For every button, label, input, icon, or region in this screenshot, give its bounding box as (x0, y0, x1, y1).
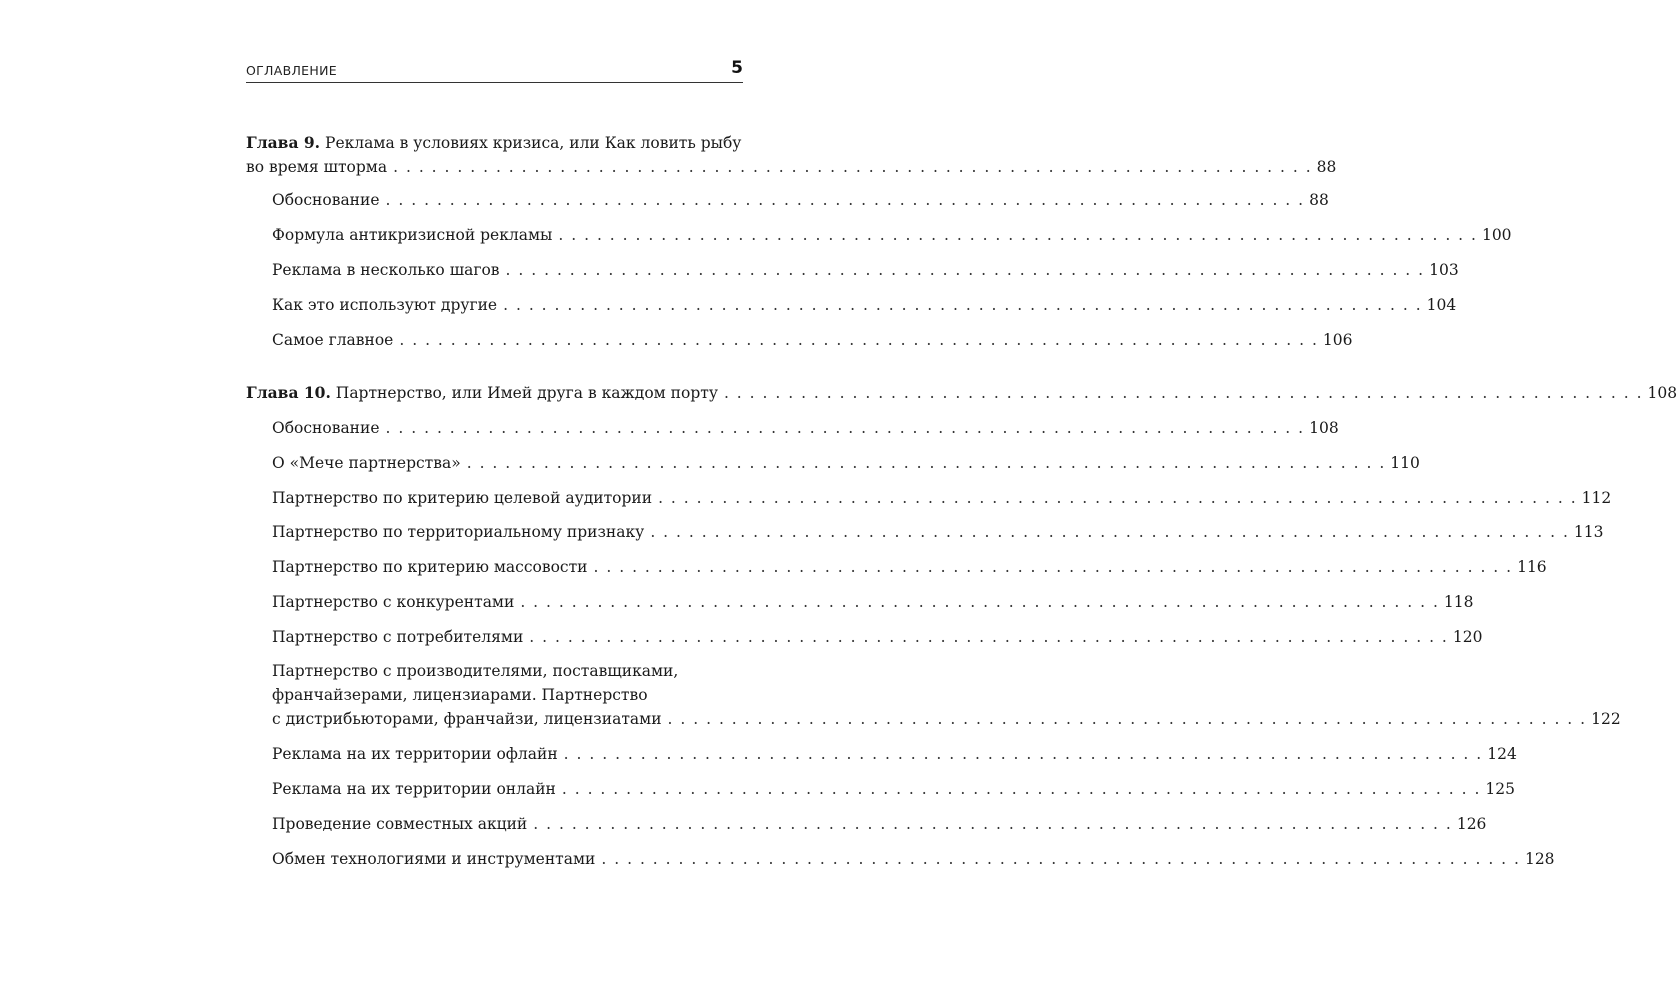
leader-dots (552, 224, 1482, 246)
toc-entry-title: Реклама на их территории офлайн (272, 745, 558, 763)
toc-entry-multiline-line3[interactable] (272, 708, 1621, 730)
leader-dots (514, 591, 1444, 613)
toc-entry-page: 104 (1426, 296, 1457, 314)
leader-dots (652, 487, 1582, 509)
leader-dots (527, 813, 1457, 835)
toc-entry-title: Реклама в несколько шагов (272, 261, 500, 279)
toc-entry[interactable] (272, 743, 1517, 765)
toc-entry-title: Формула антикризисной рекламы (272, 226, 553, 244)
chapter-9-heading-line2[interactable] (246, 156, 1337, 178)
toc-entry-page: 125 (1485, 780, 1516, 798)
leader-dots (588, 556, 1518, 578)
toc-entry-page: 116 (1517, 558, 1547, 576)
page-header (246, 60, 743, 83)
leader-dots (523, 626, 1453, 648)
toc-entry[interactable] (272, 189, 1329, 211)
toc-entry-page: 113 (1573, 523, 1604, 541)
leader-dots (380, 189, 1310, 211)
toc-entry[interactable] (272, 294, 1457, 316)
leader-dots (387, 156, 1317, 178)
toc-entry[interactable] (272, 778, 1516, 800)
toc-entry-title: Обмен технологиями и инструментами (272, 850, 596, 868)
toc-entry-title: Партнерство с конкурентами (272, 593, 515, 611)
toc-entry-page: 112 (1581, 489, 1612, 507)
toc-entry[interactable] (272, 452, 1420, 474)
toc-entry-page: 124 (1487, 745, 1517, 763)
toc-entry-title: Самое главное (272, 331, 394, 349)
toc-entry-page: 106 (1322, 331, 1353, 349)
toc-entry-title: Партнерство с потребителями (272, 628, 524, 646)
toc-entry[interactable] (272, 521, 1604, 543)
leader-dots (500, 259, 1430, 281)
toc-entry-title: Как это используют другие (272, 296, 498, 314)
toc-entry[interactable] (272, 417, 1339, 439)
leader-dots (558, 743, 1488, 765)
chapter-9-title-line2: во время шторма (246, 158, 388, 176)
toc-entry[interactable] (272, 556, 1547, 578)
toc-entry-page: 110 (1390, 454, 1420, 472)
toc-entry-page: 118 (1443, 593, 1474, 611)
toc-entry-page: 120 (1452, 628, 1483, 646)
toc-entry-multiline-line1[interactable]: Партнерство с производителями, поставщиками, (272, 662, 679, 680)
toc-entry-title: Реклама на их территории онлайн (272, 780, 556, 798)
toc-entry-page: 128 (1524, 850, 1555, 868)
leader-dots (393, 329, 1323, 351)
chapter-9-label: Глава 9. (246, 133, 321, 152)
toc-entry-page: 88 (1309, 191, 1329, 209)
chapter-10-heading[interactable] (246, 382, 1677, 404)
leader-dots (644, 521, 1574, 543)
toc-entry[interactable] (272, 848, 1555, 870)
toc-entry-title: Партнерство по территориальному признаку (272, 523, 645, 541)
leader-dots (461, 452, 1391, 474)
leader-dots (380, 417, 1310, 439)
toc-entry-page: 126 (1456, 815, 1487, 833)
chapter-9-page: 88 (1316, 158, 1337, 176)
toc-entry[interactable] (272, 813, 1487, 835)
chapter-10-label: Глава 10. (246, 383, 331, 402)
toc-entry-title: Обоснование (272, 419, 380, 437)
toc-entry[interactable] (272, 626, 1483, 648)
toc-entry-page: 100 (1481, 226, 1512, 244)
leader-dots (595, 848, 1525, 870)
leader-dots (556, 778, 1486, 800)
chapter-9-heading[interactable] (246, 132, 741, 154)
leader-dots (497, 294, 1427, 316)
toc-entry[interactable] (272, 329, 1353, 351)
toc-entry-title: О «Мече партнерства» (272, 454, 461, 472)
header-title: ОГЛАВЛЕНИЕ (246, 63, 337, 78)
toc-entry-page: 103 (1429, 261, 1459, 279)
toc-entry[interactable] (272, 224, 1512, 246)
toc-entry[interactable] (272, 591, 1474, 613)
chapter-9-title-line1: Реклама в условиях кризиса, или Как ловить рыбу (325, 134, 742, 152)
toc-entry-title: Обоснование (272, 191, 380, 209)
leader-dots (662, 708, 1592, 730)
toc-entry-page: 122 (1591, 710, 1621, 728)
toc-entry-title: с дистрибьюторами, франчайзи, лицензиатами (272, 710, 662, 728)
toc-entry-title: Партнерство по критерию целевой аудитории (272, 489, 653, 507)
chapter-10-title: Партнерство, или Имей друга в каждом порту (335, 384, 718, 402)
toc-entry-multiline-line2[interactable]: франчайзерами, лицензиарами. Партнерство (272, 686, 648, 704)
toc-entry-title: Партнерство по критерию массовости (272, 558, 588, 576)
toc-entry[interactable] (272, 259, 1459, 281)
toc-entry-title: Проведение совместных акций (272, 815, 528, 833)
leader-dots (718, 382, 1648, 404)
header-page-number: 5 (731, 58, 743, 78)
toc-entry-page: 108 (1309, 419, 1339, 437)
toc-entry[interactable] (272, 487, 1612, 509)
chapter-10-page: 108 (1647, 384, 1677, 402)
